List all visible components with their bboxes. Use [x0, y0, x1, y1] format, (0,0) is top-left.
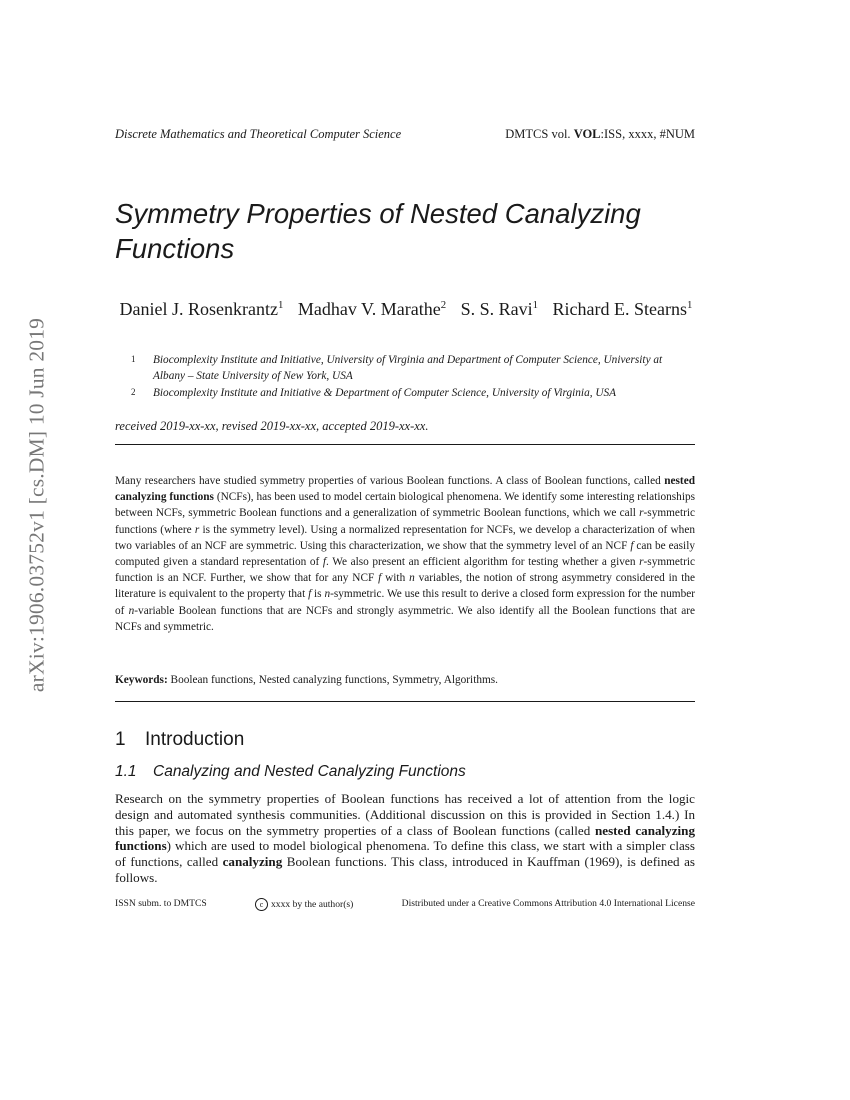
- affiliation-number: 1: [131, 354, 136, 364]
- abstract-text: variables, the notion of strong asymmetry considered in the literature is equivalent to the property that: [115, 572, 696, 601]
- section-heading: [115, 729, 244, 751]
- keywords-text: Boolean functions, Nested canalyzing functions, Symmetry, Algorithms.: [167, 674, 498, 686]
- copyright-notice: [255, 898, 353, 911]
- paper-title: Symmetry Properties of Nested Canalyzing Functions: [115, 198, 641, 264]
- author-name: S. S. Ravi: [460, 299, 533, 319]
- author-list: [115, 292, 695, 322]
- author-name: Madhav V. Marathe: [297, 299, 441, 319]
- submission-dates: received 2019-xx-xx, revised 2019-xx-xx, accepted 2019-xx-xx.: [115, 419, 429, 433]
- vol-bold: VOL: [573, 127, 601, 141]
- author-affiliation-mark: 1: [277, 299, 284, 311]
- section-title: Introduction: [145, 729, 245, 750]
- abstract-text: -symmetric functions (where: [115, 507, 695, 536]
- subsection-title: Canalyzing and Nested Canalyzing Functions: [153, 763, 466, 780]
- vol-prefix: DMTCS vol.: [505, 127, 574, 141]
- affiliation-item: [115, 353, 695, 384]
- abstract-text: with: [381, 572, 410, 585]
- author-affiliation-mark: 1: [532, 299, 539, 311]
- author: [298, 299, 446, 319]
- subsection-heading: [115, 763, 466, 781]
- math-var: f: [322, 556, 327, 569]
- subsection-number: 1.1: [115, 763, 137, 780]
- affiliation-text: Biocomplexity Institute and Initiative & Department of Computer Science, University of Virginia, USA: [153, 387, 617, 399]
- license-text: Distributed under a Creative Commons Attribution 4.0 International License: [401, 898, 695, 909]
- keywords: [115, 674, 695, 686]
- vol-suffix: :ISS, xxxx, #NUM: [600, 127, 695, 141]
- affiliations: [115, 353, 695, 404]
- body-term: canalyzing: [222, 854, 283, 870]
- math-var: r: [639, 556, 644, 569]
- abstract-text: -variable Boolean functions that are NCFs and strongly asymmetric. We also identify all the Boolean functions that are NCFs and symmetric.: [115, 604, 695, 633]
- keywords-label: Keywords:: [115, 674, 168, 686]
- affiliation-item: [115, 386, 695, 402]
- running-header: [115, 127, 695, 142]
- author: [120, 299, 284, 319]
- volume-info: [505, 127, 695, 142]
- math-var: n: [409, 572, 415, 585]
- author: [461, 299, 538, 319]
- arxiv-id: arXiv:1906.03752v1 [cs.DM] 10 Jun 2019: [24, 317, 49, 693]
- body-text: Research on the symmetry properties of Boolean functions has received a lot of attention from the logic design and automated synthesis communities. (Additional discussion on this is provided in Section 1.4.) In this paper, we focus on the symmetry properties of a class of Boolean functions (called: [115, 791, 695, 838]
- abstract-term: nested canalyzing functions: [115, 475, 695, 504]
- author-affiliation-mark: 2: [440, 299, 447, 311]
- author: [553, 299, 693, 319]
- affiliation-text: Biocomplexity Institute and Initiative, University of Virginia and Department of Computer Science, University at Albany – State University of New York, USA: [153, 354, 663, 382]
- journal-name: Discrete Mathematics and Theoretical Computer Science: [115, 127, 402, 141]
- body-text: Boolean functions. This class, introduced in Kauffman (1969), is defined as follows.: [115, 854, 695, 885]
- author-affiliation-mark: 1: [687, 299, 693, 311]
- math-var: r: [194, 523, 200, 536]
- abstract-text: is: [311, 588, 325, 601]
- body-text: ) which are used to model biological phenomena. To define this class, we start with a simpler class of functions, called: [115, 838, 695, 870]
- divider-top: [115, 444, 695, 445]
- abstract-text: -symmetric. We use this result to derive a closed form expression for the number of: [115, 588, 696, 617]
- abstract-text: . We also present an efficient algorithm for testing whether a given: [326, 556, 640, 569]
- copyright-icon: c: [255, 898, 268, 911]
- copyright-text: xxxx by the author(s): [271, 899, 354, 910]
- issn-text: ISSN subm. to DMTCS: [115, 898, 207, 909]
- arxiv-sidebar-stamp: [22, 265, 52, 745]
- math-var: r: [639, 507, 644, 520]
- math-var: f: [308, 588, 312, 601]
- abstract-text: Many researchers have studied symmetry properties of various Boolean functions. A class of Boolean functions, called: [115, 475, 665, 487]
- page-footer: [115, 898, 695, 911]
- abstract: [115, 473, 695, 635]
- author-name: Richard E. Stearns: [552, 299, 687, 319]
- math-var: n: [128, 604, 135, 617]
- abstract-text: (NCFs), has been used to model certain biological phenomena. We identify some interesting relationships between NCFs, symmetric Boolean functions and a generalization of symmetric Boolean functions, which we call: [115, 491, 696, 520]
- body-paragraph: [115, 791, 695, 886]
- math-var: f: [378, 572, 382, 585]
- math-var: n: [324, 588, 331, 601]
- section-number: 1: [115, 729, 126, 750]
- abstract-text: can be easily computed given a standard representation of: [115, 539, 695, 569]
- affiliation-number: 2: [131, 387, 136, 397]
- author-name: Daniel J. Rosenkrantz: [119, 299, 278, 319]
- body-term: nested canalyzing functions: [115, 822, 695, 854]
- divider-bottom: [115, 701, 695, 702]
- math-var: f: [630, 539, 634, 552]
- abstract-text: -symmetric function is an NCF. Further, we show that for any NCF: [115, 556, 695, 585]
- abstract-text: is the symmetry level). Using a normalized representation for NCFs, we develop a characterization of when two variables of an NCF are symmetric. Using this characterization, we show that the symmetry level of an NCF: [115, 523, 695, 552]
